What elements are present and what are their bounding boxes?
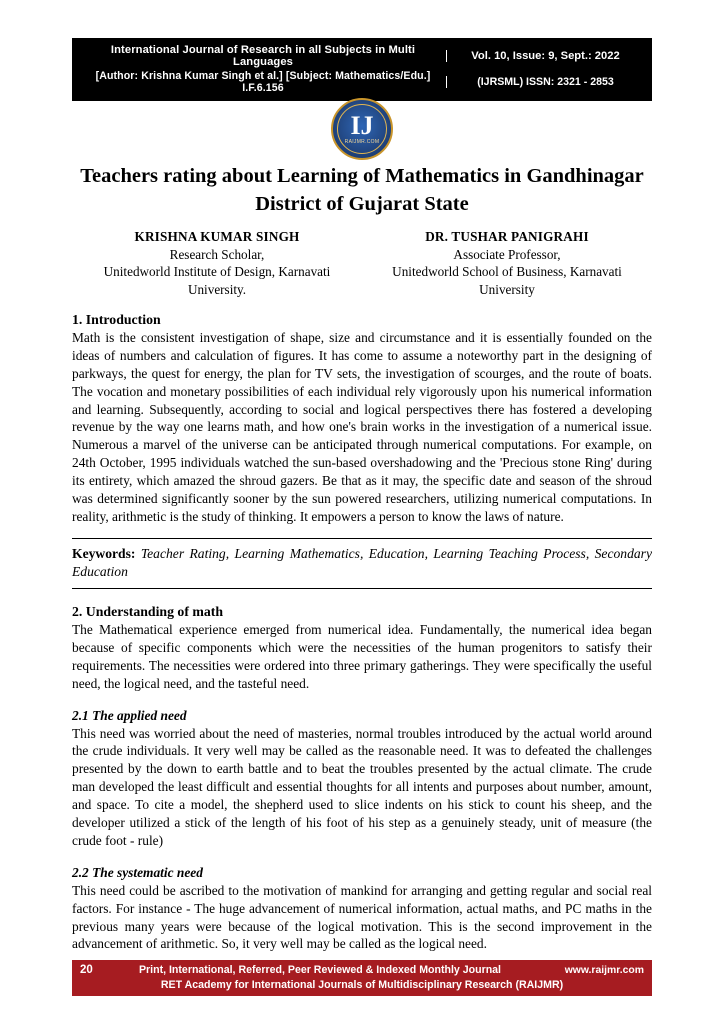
volume-issue: Vol. 10, Issue: 9, Sept.: 2022 — [446, 50, 644, 62]
page-title: Teachers rating about Learning of Mathematics in Gandhinagar District of Gujarat State — [80, 165, 644, 216]
journal-name: International Journal of Research in all Subjects in Multi Languages — [110, 44, 416, 68]
paragraph-understanding-of-math: The Mathematical experience emerged from numerical idea. Fundamentally, the numerical idea began because of specific components which were the necessities of the human progenitors to satisfy their requirements. The necessities were ordered into three primary gatherings. They were specifically the useful need, the logical need, and the tasteful need. — [72, 621, 652, 691]
author-2-affiliation-line1: Unitedworld School of Business, Karnavati — [392, 264, 622, 280]
logo-subtext: RAIJMR.COM — [344, 139, 380, 145]
footer-website-link[interactable]: www.raijmr.com — [564, 964, 644, 976]
journal-header-banner — [72, 38, 652, 101]
author-1-affiliation-line1: Unitedworld Institute of Design, Karnavati — [103, 264, 331, 280]
author-2-affiliation-line2: University — [479, 281, 535, 297]
author-2-role: Associate Professor, — [453, 246, 561, 262]
issn: (IJRSML) ISSN: 2321 - 2853 — [446, 76, 644, 88]
footer-publisher: RET Academy for International Journals of Multidisciplinary Research (RAIJMR) — [72, 979, 652, 995]
keywords-value: Teacher Rating, Learning Mathematics, Education, Learning Teaching Process, Secondary Education — [72, 545, 652, 579]
author-1-name: KRISHNA KUMAR SINGH — [134, 229, 300, 244]
author-block — [72, 228, 652, 298]
footer-row-1 — [72, 961, 652, 979]
author-1-affiliation-line2: University. — [187, 281, 247, 297]
header-row-1 — [72, 43, 652, 69]
header-row-2 — [72, 69, 652, 95]
keywords-label: Keywords: — [72, 545, 136, 561]
keywords-block — [72, 538, 652, 589]
journal-footer — [72, 960, 652, 996]
footer-tagline: Print, International, Referred, Peer Reviewed & Indexed Monthly Journal — [138, 964, 502, 976]
keywords-line — [72, 545, 652, 581]
paragraph-applied-need: This need was worried about the need of masteries, normal troubles introduced by the actual world around the crude individuals. It very well may be called as the reasonable need. It was to defeated the challenges presented by the down to earth battle and to beat the troubles presented by the actual climate. The crude man developed the least difficult and essential thoughts for all intents and purposes about number, amount, and space. To cite a model, the shepherd used to slice indents on his stick to count his sheep, and the developer utilized a stick of the length of his foot of his step as a genuinely steady, unit of measure (the crude foot - rule) — [72, 725, 652, 848]
paragraph-introduction: Math is the consistent investigation of shape, size and circumstance and it is essentially founded on the ideas of numbers and calculation of figures. It has come to assume a noteworthy part in the designing of parkways, the quest for energy, the plan for TV sets, the investigation of scourges, and the route of boats. The vocation and monetary possibilities of each individual rely vigorously upon his numerical information and learning. Subsequently, according to social and logical perspectives there has fostered a developing revenue by the way one learns math, and how one's brain works in the investigation of a numerical issue. Numerous a marvel of the universe can be anticipated through numerical computations. For example, on 24th October, 1995 individuals watched the sun-based overshadowing and the 'Precious stone Ring' during its entirety, which amazed the shroud gazers. Be that as it may, the specific date and season of the shroud was determined significantly sooner by the sun powered researchers, utilizing numerical computations. In reality, arithmetic is the study of thinking. It empowers a person to know the laws of nature. — [72, 330, 652, 524]
journal-logo-icon — [331, 98, 393, 160]
article-body — [72, 312, 652, 953]
logo-container — [0, 98, 724, 165]
author-2-name: DR. TUSHAR PANIGRAHI — [425, 229, 589, 244]
logo-monogram: IJ — [350, 111, 374, 140]
subsection-heading-systematic-need: 2.2 The systematic need — [72, 864, 203, 880]
subsection-heading-applied-need: 2.1 The applied need — [72, 707, 187, 723]
section-heading-understanding-of-math: 2. Understanding of math — [72, 603, 224, 619]
section-heading-introduction: 1. Introduction — [72, 312, 161, 327]
author-1-role: Research Scholar, — [169, 246, 265, 262]
author-2 — [362, 228, 652, 298]
paragraph-systematic-need: This need could be ascribed to the motivation of mankind for arranging and getting regular and social real factors. For instance - The huge advancement of numerical information, actual maths, and PC maths in the previous many years were because of the logical motivation. This is the second improvement in the advancement of arithmetic. So, it very well may be called as the logical need. — [72, 882, 652, 952]
author-1 — [72, 228, 362, 298]
page-number: 20 — [80, 964, 93, 976]
author-subject-impact: [Author: Krishna Kumar Singh et al.] [Subject: Mathematics/Edu.] I.F.6.156 — [95, 70, 431, 94]
